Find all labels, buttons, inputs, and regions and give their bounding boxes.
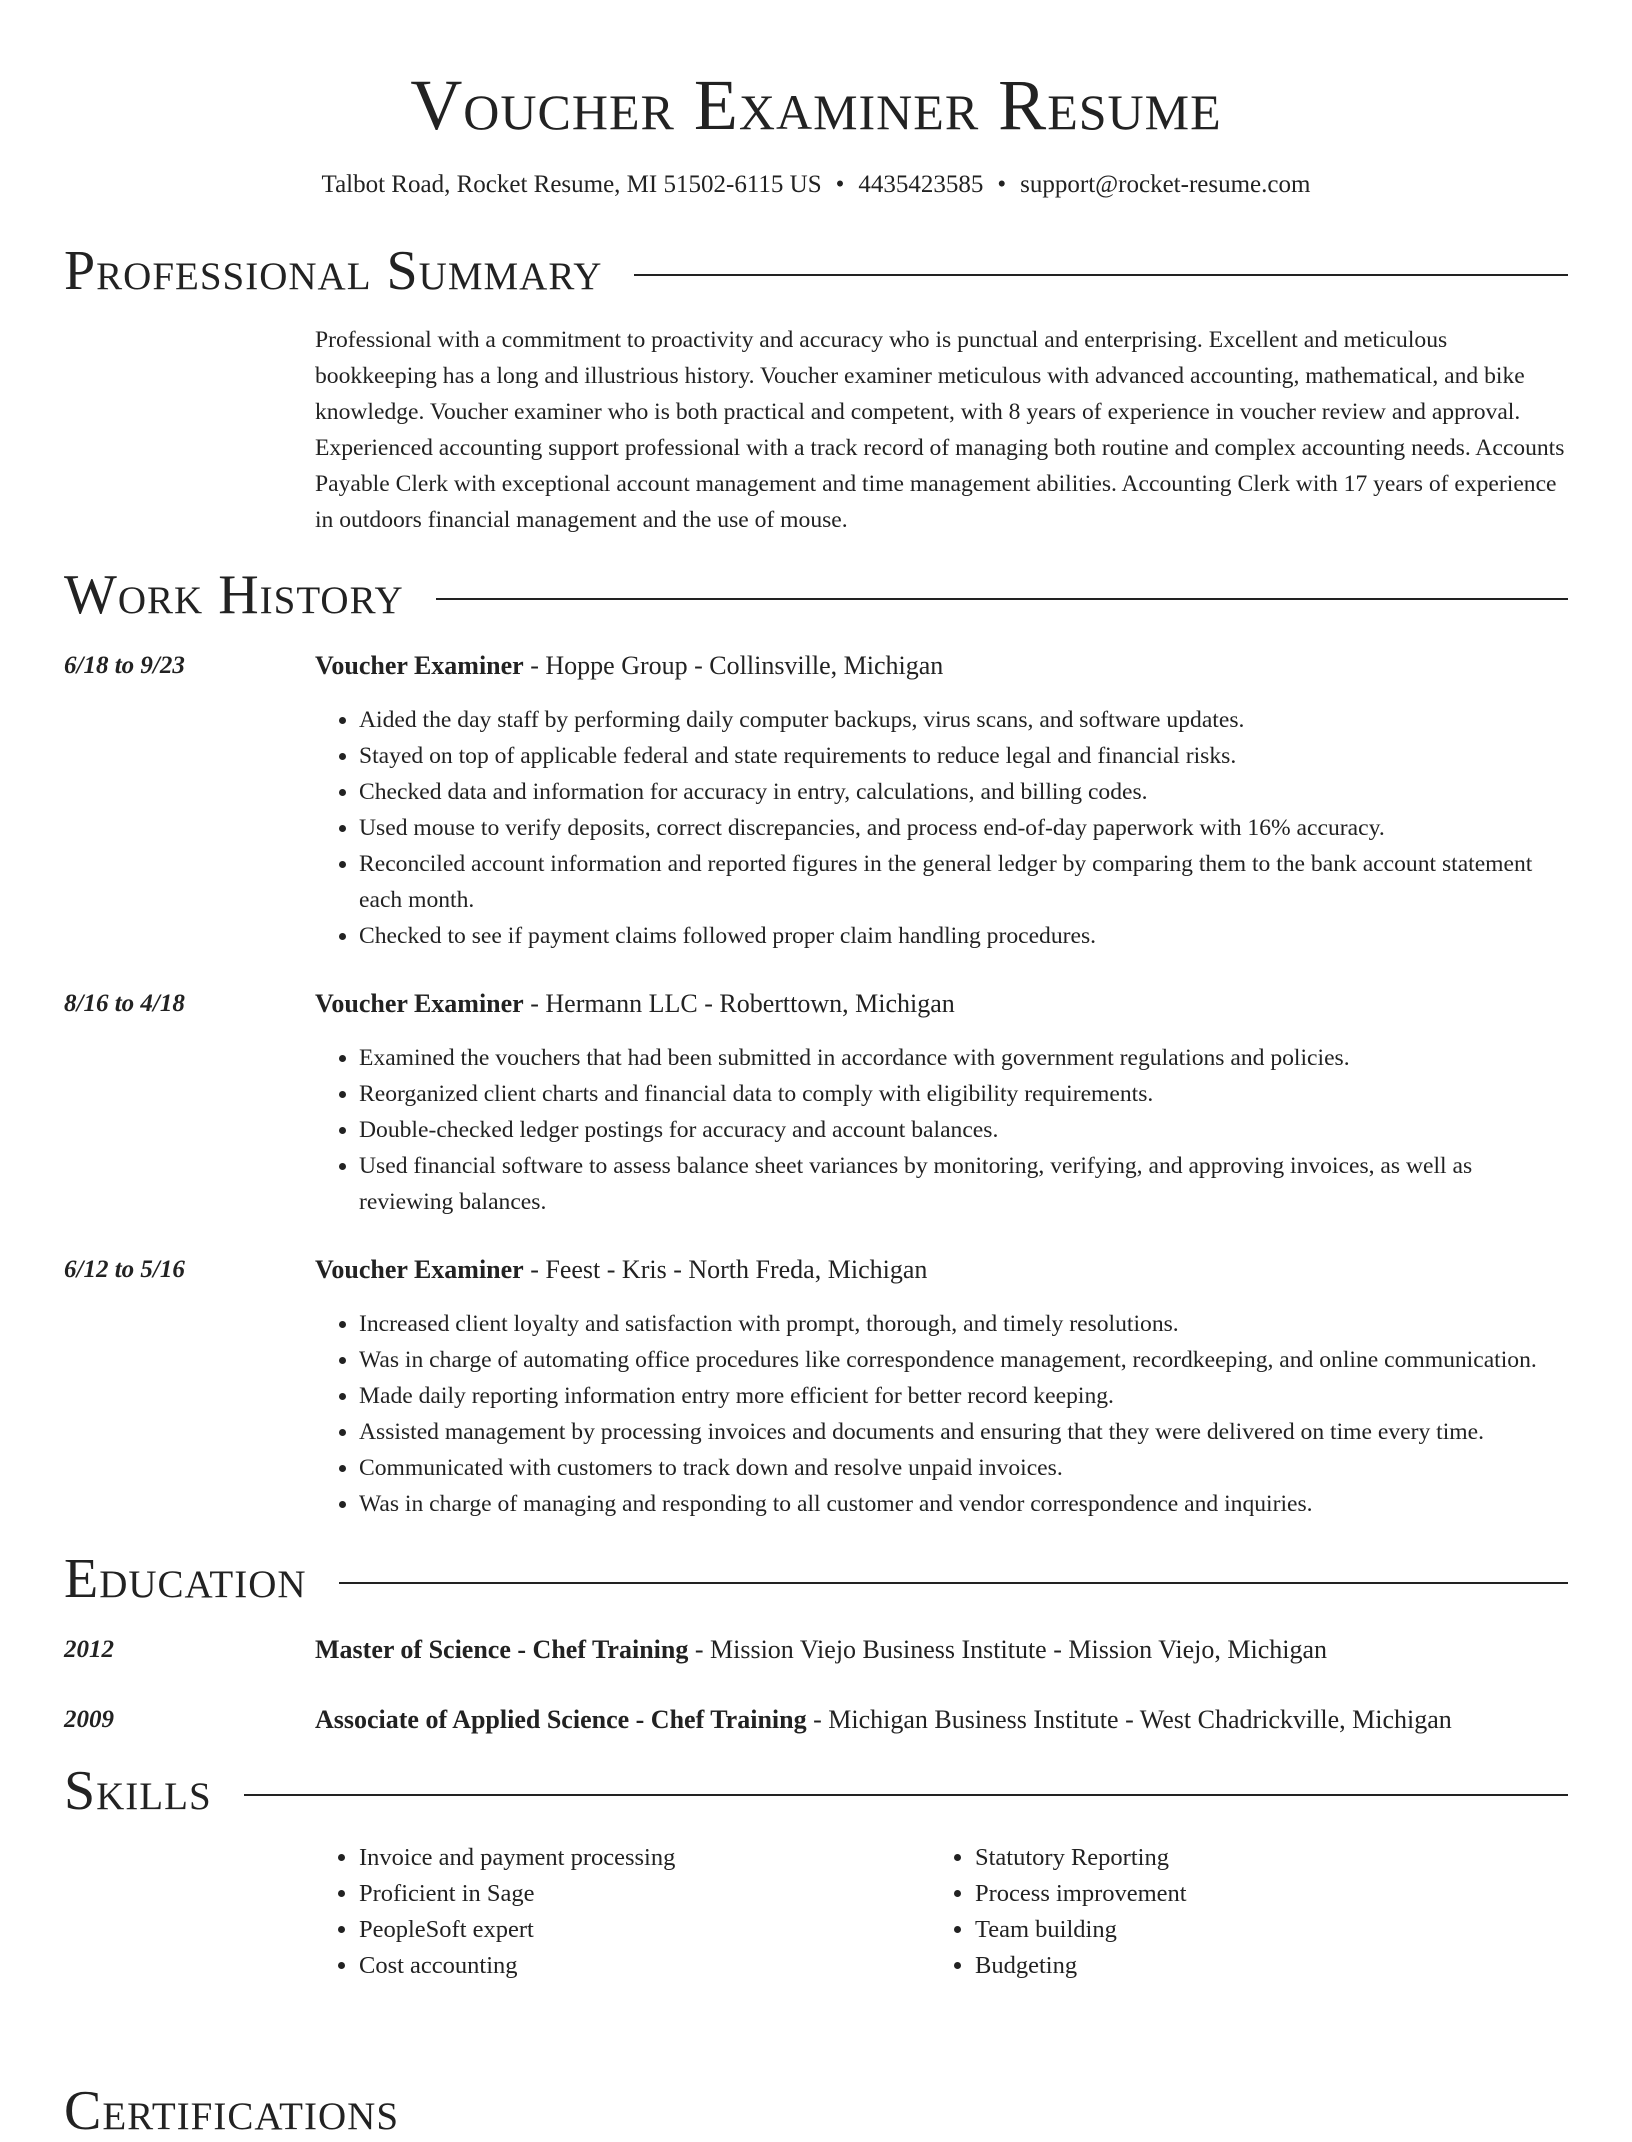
skill-item: • Cost accounting	[359, 1948, 931, 1984]
job-bullet: • Checked to see if payment claims followed proper claim handling procedures.	[359, 918, 1568, 954]
skills-heading: Skills	[64, 1760, 212, 1822]
education-degree: Associate of Applied Science - Chef Training	[315, 1705, 807, 1734]
job-entry	[64, 986, 1568, 1220]
summary-text: Professional with a commitment to proactivity and accuracy who is punctual and enterprising. Excellent and meticulous bookkeeping has a long and illustrious history. Voucher examiner meticulous with advanced accounting, mathematical, and bike knowledge. Voucher examiner who is both practical and competent, with 8 years of experience in voucher review and approval. Experienced accounting support professional with a track record of managing both routine and complex accounting needs. Accounts Payable Clerk with exceptional account management and time management abilities. Accounting Clerk with 17 years of experience in outdoors financial management and the use of mouse.	[315, 327, 1565, 533]
certifications-heading: Certifications	[64, 2080, 400, 2142]
education-heading-line	[315, 1632, 1568, 1668]
contact-line	[64, 170, 1568, 200]
education-year: 2012	[64, 1636, 114, 1663]
skill-item: • Budgeting	[975, 1948, 1547, 1984]
job-dates: 8/16 to 4/18	[64, 990, 185, 1017]
job-bullet: • Stayed on top of applicable federal and state requirements to reduce legal and financial risks.	[359, 738, 1568, 774]
job-bullet: • Increased client loyalty and satisfaction with prompt, thorough, and timely resolutions.	[359, 1306, 1568, 1342]
job-company: - Hoppe Group - Collinsville, Michigan	[523, 651, 944, 680]
education-entry	[64, 1702, 1568, 1738]
job-company: - Feest - Kris - North Freda, Michigan	[523, 1255, 928, 1284]
skill-item: • PeopleSoft expert	[359, 1912, 931, 1948]
contact-address: Talbot Road, Rocket Resume, MI 51502-6115 US	[321, 171, 822, 198]
skill-item: • Proficient in Sage	[359, 1876, 931, 1912]
job-bullet: • Communicated with customers to track down and resolve unpaid invoices.	[359, 1450, 1568, 1486]
certifications-section-header	[64, 2080, 399, 2142]
contact-separator: •	[997, 171, 1007, 198]
education-institution: - Mission Viejo Business Institute - Mission Viejo, Michigan	[688, 1635, 1328, 1664]
job-title: Voucher Examiner	[315, 651, 524, 680]
job-bullet: • Checked data and information for accuracy in entry, calculations, and billing codes.	[359, 774, 1568, 810]
contact-phone: 4435423585	[858, 171, 984, 198]
skill-item: • Invoice and payment processing	[359, 1840, 931, 1876]
work-history-heading: Work History	[64, 564, 404, 626]
job-bullet: • Was in charge of managing and responding to all customer and vendor correspondence and inquiries.	[359, 1486, 1568, 1522]
job-bullet: • Double-checked ledger postings for accuracy and account balances.	[359, 1112, 1568, 1148]
job-bullet: • Used financial software to assess balance sheet variances by monitoring, verifying, and approving invoices, as well as reviewing balances.	[359, 1148, 1568, 1220]
job-bullet: • Aided the day staff by performing daily computer backups, virus scans, and software updates.	[359, 702, 1568, 738]
job-dates: 6/18 to 9/23	[64, 652, 185, 679]
summary-section-header	[64, 240, 1568, 302]
skill-item: • Team building	[975, 1912, 1547, 1948]
skills-list	[315, 1840, 1568, 1984]
job-bullets	[315, 1306, 1568, 1522]
job-bullets	[315, 1040, 1568, 1220]
skills-section-header	[64, 1760, 1568, 1822]
job-heading	[315, 648, 1568, 684]
section-divider	[436, 598, 1568, 600]
education-degree: Master of Science - Chef Training	[315, 1635, 689, 1664]
job-bullet: • Examined the vouchers that had been submitted in accordance with government regulations and policies.	[359, 1040, 1568, 1076]
job-entry	[64, 1252, 1568, 1522]
work-history-section-header	[64, 564, 1568, 626]
education-heading-line	[315, 1702, 1568, 1738]
contact-separator: •	[835, 171, 845, 198]
job-company: - Hermann LLC - Roberttown, Michigan	[523, 989, 955, 1018]
skills-column-right	[931, 1840, 1547, 1984]
resume-page	[64, 0, 1568, 1984]
education-year: 2009	[64, 1706, 114, 1733]
section-divider	[244, 1794, 1568, 1796]
skills-column-left	[315, 1840, 931, 1984]
contact-email: support@rocket-resume.com	[1020, 171, 1311, 198]
job-bullet: • Reorganized client charts and financial data to comply with eligibility requirements.	[359, 1076, 1568, 1112]
job-bullet: • Used mouse to verify deposits, correct discrepancies, and process end-of-day paperwork with 16% accuracy.	[359, 810, 1568, 846]
education-heading: Education	[64, 1548, 307, 1610]
job-bullet: • Reconciled account information and reported figures in the general ledger by comparing them to the bank account statement each month.	[359, 846, 1568, 918]
job-bullets	[315, 702, 1568, 954]
education-entry	[64, 1632, 1568, 1668]
section-divider	[339, 1582, 1568, 1584]
job-bullet: • Assisted management by processing invoices and documents and ensuring that they were delivered on time every time.	[359, 1414, 1568, 1450]
job-bullet: • Was in charge of automating office procedures like correspondence management, recordkeeping, and online communication.	[359, 1342, 1568, 1378]
job-bullet: • Made daily reporting information entry more efficient for better record keeping.	[359, 1378, 1568, 1414]
education-institution: - Michigan Business Institute - West Chadrickville, Michigan	[806, 1705, 1452, 1734]
job-entry	[64, 648, 1568, 954]
skill-item: • Statutory Reporting	[975, 1840, 1547, 1876]
job-dates: 6/12 to 5/16	[64, 1256, 185, 1283]
resume-title: Voucher Examiner Resume	[410, 65, 1222, 145]
job-title: Voucher Examiner	[315, 989, 524, 1018]
job-title: Voucher Examiner	[315, 1255, 524, 1284]
job-heading	[315, 1252, 1568, 1288]
job-heading	[315, 986, 1568, 1022]
summary-heading: Professional Summary	[64, 240, 603, 302]
section-divider	[634, 274, 1568, 276]
skill-item: • Process improvement	[975, 1876, 1547, 1912]
education-section-header	[64, 1548, 1568, 1610]
